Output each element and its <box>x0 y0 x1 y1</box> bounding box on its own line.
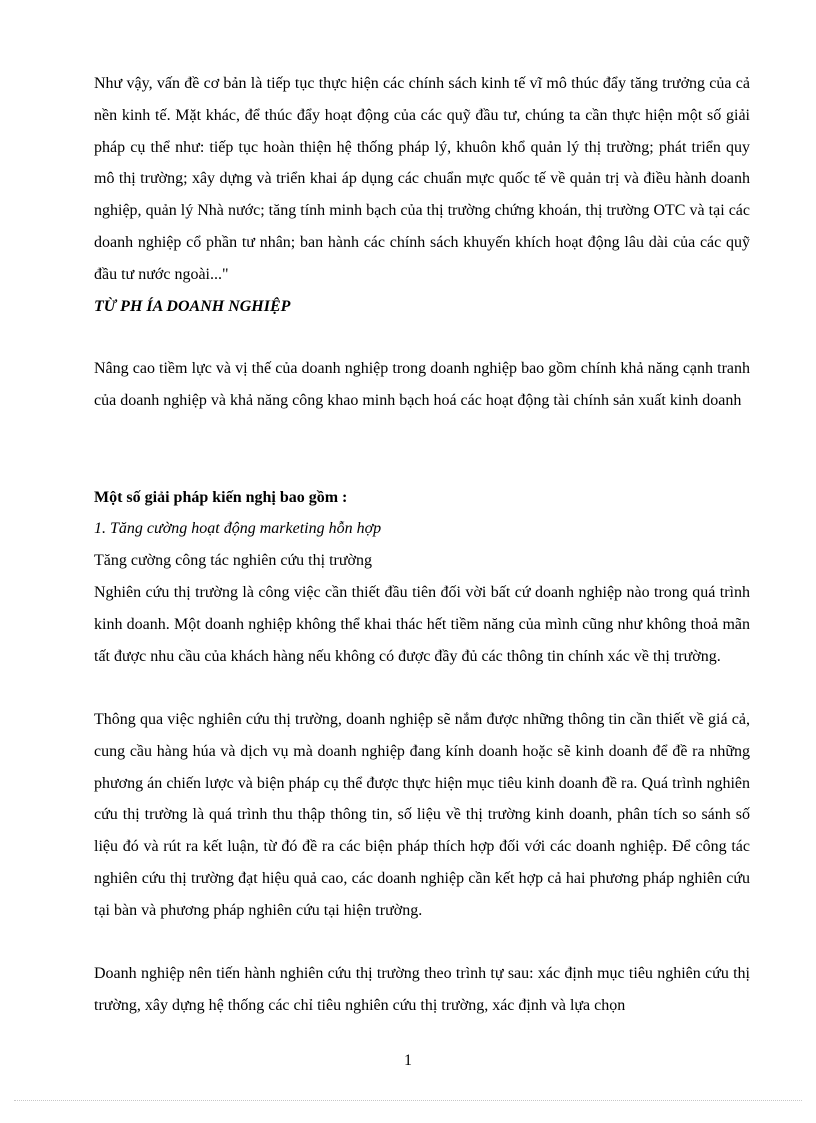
page-number: 1 <box>404 1052 412 1069</box>
heading-proposed-solutions: Một số giải pháp kiến nghị bao gồm : <box>94 489 348 506</box>
paragraph-market-research-process: Thông qua việc nghiên cứu thị trường, doanh nghiệp sẽ nắm được những thông tin cần thiết về giá cả, cung cầu hàng húa và dịch vụ mà doanh nghiệp đang kính doanh hoặc sẽ kinh doanh để đề ra những phương án chiến lược và biện pháp cụ thể được thực hiện mục tiêu kinh doanh đề ra. Quá trình nghiên cứu thị trường là quá trình thu thập thông tin, số liệu về thị trường kinh doanh, phân tích so sánh số liệu đó và rút ra kết luận, từ đó đề ra các biện pháp thích hợp đối với các doanh nghiệp. Để công tác nghiên cứu thị trường đạt hiệu quả cao, các doanh nghiệp cần kết hợp cả hai phương pháp nghiên cứu tại bàn và phương pháp nghiên cứu tại hiện trường. <box>94 711 750 919</box>
paragraph-enterprise-potential: Nâng cao tiềm lực và vị thế của doanh nghiệp trong doanh nghiệp bao gồm chính khả năng cạnh tranh của doanh nghiệp và khả năng công khao minh bạch hoá các hoạt động tài chính sản xuất kinh doanh <box>94 360 750 409</box>
paragraph-economic-policy: Như vậy, vấn đề cơ bản là tiếp tục thực hiện các chính sách kinh tế vĩ mô thúc đẩy tăng trưởng của cả nền kinh tế. Mặt khác, để thúc đẩy hoạt động của các quỹ đầu tư, chúng ta cần thực hiện một số giải pháp cụ thể như: tiếp tục hoàn thiện hệ thống pháp lý, khuôn khổ quản lý thị trường; phát triển quy mô thị trường; xây dựng và triển khai áp dụng các chuẩn mực quốc tế về quản trị và điều hành doanh nghiệp, quản lý Nhà nước; tăng tính minh bạch của thị trường chứng khoán, thị trường OTC và tại các doanh nghiệp cổ phần tư nhân; ban hành các chính sách khuyến khích hoạt động lâu dài của các quỹ đầu tư nước ngoài..." <box>94 75 750 283</box>
paragraph-market-research-need: Nghiên cứu thị trường là công việc cần thiết đầu tiên đối vời bất cứ doanh nghiệp nào trong quá trình kinh doanh. Một doanh nghiệp không thể khai thác hết tiềm năng của mình cũng như không thoả mãn tất được nhu cầu của khách hàng nếu không có được đầy đủ các thông tin chính xác về thị trường. <box>94 584 750 665</box>
section-heading-enterprise: TỪ PH ÍA DOANH NGHIỆP <box>94 298 291 315</box>
heading-marketing-mix: 1. Tăng cường hoạt động marketing hỗn hợp <box>94 520 382 537</box>
page-bottom-divider <box>14 1100 802 1101</box>
subheading-market-research: Tăng cường công tác nghiên cứu thị trường <box>94 552 372 569</box>
paragraph-research-steps: Doanh nghiệp nên tiến hành nghiên cứu thị trường theo trình tự sau: xác định mục tiêu nghiên cứu thị trường, xây dựng hệ thống các chỉ tiêu nghiên cứu thị trường, xác định và lựa chọn <box>94 965 750 1014</box>
